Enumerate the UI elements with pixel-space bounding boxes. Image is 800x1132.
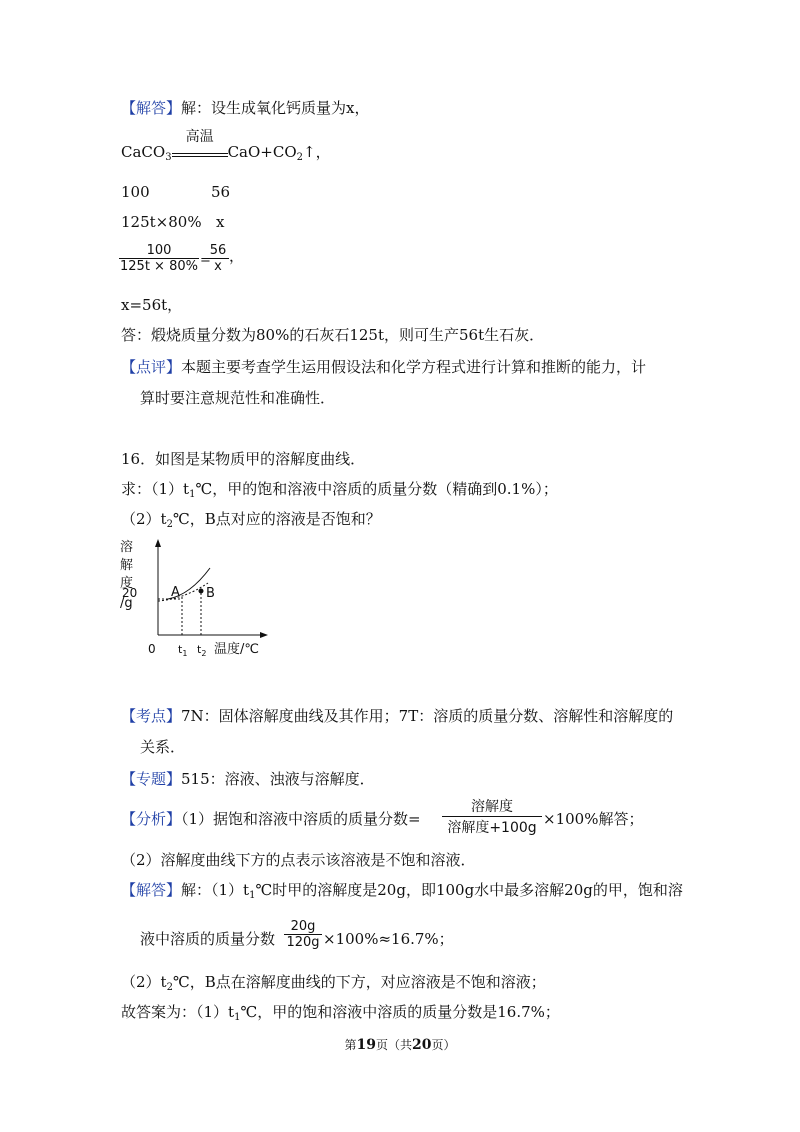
y-label-char: 溶 <box>120 540 134 555</box>
line4-text: ℃，甲的饱和溶液中溶质的质量分数是16.7%； <box>240 1003 560 1021</box>
x-axis-label: 温度/℃ <box>214 642 259 657</box>
t2-text: t <box>197 643 202 656</box>
t1-text: t <box>178 643 183 656</box>
t1-label <box>178 643 187 658</box>
subscript: 1 <box>234 1012 241 1023</box>
answer2-tag: 【解答】 <box>121 881 182 899</box>
footer-text: 第 <box>344 1038 357 1052</box>
fraction-denominator: 120g <box>284 934 322 950</box>
t2-sub: 2 <box>201 649 207 658</box>
answer2-line-1 <box>121 880 683 906</box>
point-b-marker <box>199 589 204 594</box>
comment-line-1 <box>121 357 646 377</box>
kaodian-line-1 <box>121 706 673 726</box>
equation-tail: ↑， <box>303 143 331 161</box>
fraction-numerator: 100 <box>146 243 172 258</box>
total-pages: 20 <box>412 1037 432 1053</box>
line4-prefix: 故答案为：（1）t <box>121 1003 235 1021</box>
ratio-row-2b <box>216 212 224 232</box>
page-footer <box>0 1036 800 1053</box>
kaodian-tag: 【考点】 <box>121 707 182 725</box>
zhuanti-tag: 【专题】 <box>121 770 182 788</box>
answer2-text: ℃时甲的溶解度是20g，即100g水中最多溶解20g的甲，饱和溶 <box>255 881 683 899</box>
fraction-denominator: x <box>207 258 229 274</box>
fraction-1 <box>119 243 199 274</box>
fraction-2 <box>207 243 229 274</box>
answer2-line-2-suffix: ×100%≈16.7%； <box>323 930 454 948</box>
subscript: 3 <box>165 152 172 163</box>
fraction-equals: = <box>200 253 211 268</box>
q2-text: ℃，B点对应的溶液是否饱和？ <box>172 510 381 528</box>
fraction-tail: ， <box>229 247 245 265</box>
ratio-value: 100 <box>121 183 150 201</box>
answer2-fraction <box>284 919 322 950</box>
ratio-value: 125t×80% <box>121 213 202 231</box>
conclusion-line: 答：煅烧质量分数为80%的石灰石125t，则可生产56t生石灰． <box>121 326 545 344</box>
line3-text: ℃，B点在溶解度曲线的下方，对应溶液是不饱和溶液； <box>172 973 546 991</box>
ratio-value: x <box>216 213 225 231</box>
equation-product: CaO+CO <box>227 143 297 161</box>
answer2-line-2: 液中溶质的质量分数 <box>140 930 276 948</box>
question-title: 16．如图是某物质甲的溶解度曲线． <box>121 450 366 468</box>
q2-prefix: （2）t <box>121 510 167 528</box>
comment-text: 本题主要考查学生运用假设法和化学方程式进行计算和推断的能力，计 <box>181 358 647 376</box>
reaction-condition <box>172 129 228 157</box>
y-tick-label: 20 <box>122 586 138 600</box>
subscript: 1 <box>249 890 256 901</box>
kaodian-line-2: 关系． <box>140 738 186 756</box>
condition-text: 高温 <box>185 129 214 145</box>
subscript: 2 <box>296 152 304 163</box>
zhuanti-line <box>121 769 375 789</box>
point-b-label: B <box>206 586 215 601</box>
q1-prefix: 求：（1）t <box>121 480 190 498</box>
answer2-prefix: 解：（1）t <box>181 881 250 899</box>
question-part-2 <box>121 509 381 535</box>
answer2-line-4 <box>121 1002 560 1028</box>
equation-reactant: CaCO <box>121 143 166 161</box>
x-axis-arrow <box>260 632 268 638</box>
equation-arrow <box>172 153 228 157</box>
page-number: 19 <box>356 1037 376 1053</box>
result-line: x=56t， <box>121 296 183 314</box>
fenxi-fraction <box>442 796 542 837</box>
point-a-label: A <box>171 585 180 600</box>
kaodian-text: 7N：固体溶解度曲线及其作用；7T：溶质的质量分数、溶解性和溶解度的 <box>181 707 674 725</box>
fraction-numerator: 56 <box>209 243 227 258</box>
subscript: 1 <box>189 489 196 500</box>
y-label-char: /g <box>120 596 133 611</box>
fraction-numerator: 溶解度 <box>471 799 513 815</box>
fenxi-line-1 <box>121 809 421 829</box>
y-label-char: 度 <box>120 576 134 591</box>
fenxi-line-2: （2）溶解度曲线下方的点表示该溶液是不饱和溶液． <box>121 851 476 869</box>
ratio-row-1b <box>211 182 230 202</box>
solubility-graph <box>118 535 278 660</box>
ratio-row-1 <box>121 182 150 202</box>
comment-line-2: 算时要注意规范性和准确性． <box>140 389 336 407</box>
answer-intro-line <box>121 98 369 118</box>
footer-text: 页） <box>431 1038 456 1052</box>
answer-tag: 【解答】 <box>121 99 182 117</box>
subscript: 2 <box>166 982 173 993</box>
y-axis-arrow <box>155 539 161 547</box>
q1-text: ℃，甲的饱和溶液中溶质的质量分数（精确到0.1%）； <box>195 480 558 498</box>
fenxi-suffix: ×100%解答； <box>543 810 644 828</box>
fenxi-prefix: （1）据饱和溶液中溶质的质量分数= <box>181 810 421 828</box>
ratio-value: 56 <box>211 183 231 201</box>
subscript: 2 <box>166 519 173 530</box>
answer-intro: 解：设生成氧化钙质量为x， <box>181 99 370 117</box>
fraction-denominator: 溶解度+100g <box>442 816 542 837</box>
zhuanti-text: 515：溶液、浊液与溶解度． <box>181 770 375 788</box>
t2-label <box>197 643 206 658</box>
ratio-row-2 <box>121 212 202 232</box>
fraction-numerator: 20g <box>290 919 316 934</box>
question-part-1 <box>121 479 558 505</box>
footer-text: 页（共 <box>375 1038 412 1052</box>
chemical-equation <box>121 129 331 168</box>
y-label-char: 解 <box>120 558 134 573</box>
line3-prefix: （2）t <box>121 973 167 991</box>
origin-label: 0 <box>148 642 156 656</box>
t1-sub: 1 <box>182 649 188 658</box>
fraction-denominator: 125t × 80% <box>120 259 198 274</box>
comment-tag: 【点评】 <box>121 358 182 376</box>
answer2-line-3 <box>121 972 546 998</box>
fenxi-tag: 【分析】 <box>121 810 182 828</box>
